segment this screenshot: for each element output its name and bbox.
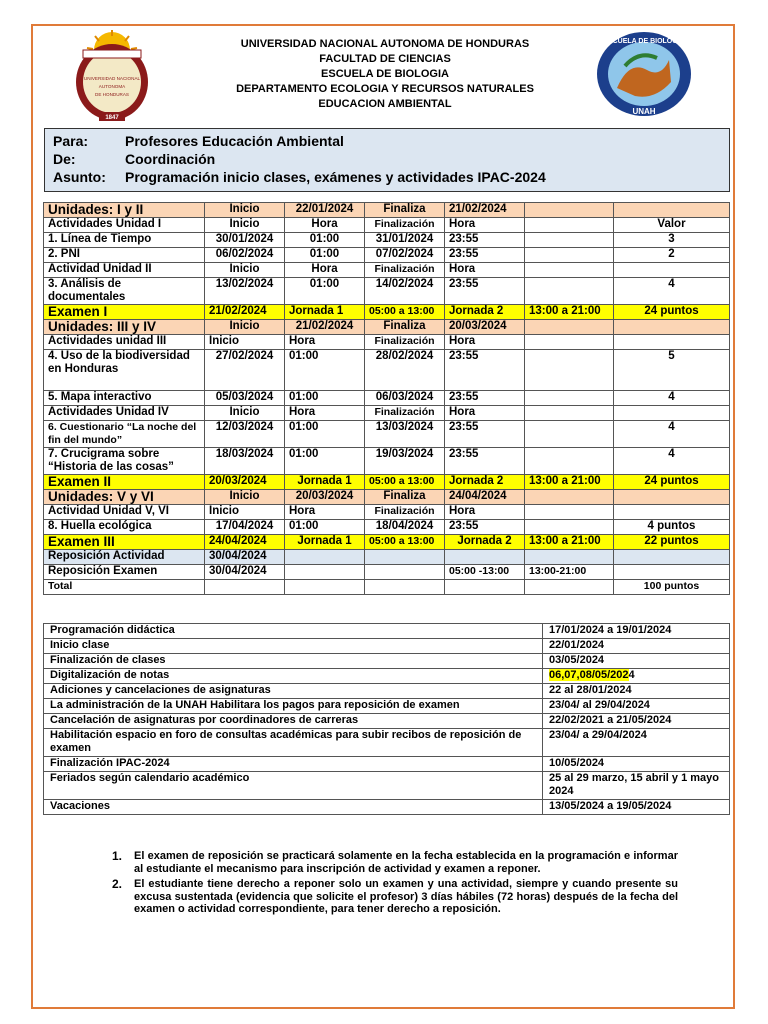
table-row: Actividades Unidad IV Inicio Hora Finalización Hora bbox=[44, 406, 730, 421]
table-row: 2. PNI 06/02/2024 01:00 07/02/2024 23:55 2 bbox=[44, 248, 730, 263]
exam-1-row: Examen I 21/02/2024 Jornada 1 05:00 a 13:00 Jornada 2 13:00 a 21:00 24 puntos bbox=[44, 305, 730, 320]
memo-box bbox=[44, 128, 730, 192]
table-row: 7. Crucigrama sobre “Historia de las cosas” 18/03/2024 01:00 19/03/2024 23:55 4 bbox=[44, 448, 730, 475]
end-date: 21/02/2024 bbox=[445, 203, 525, 218]
table-row: 5. Mapa interactivo 05/03/2024 01:00 06/03/2024 23:55 4 bbox=[44, 391, 730, 406]
unah-seal-logo bbox=[73, 30, 151, 122]
university-name: UNIVERSIDAD NACIONAL AUTONOMA DE HONDURAS bbox=[240, 38, 530, 50]
table-row: Habilitación espacio en foro de consultas académicas para subir recibos de reposición de examen 23/04/ a 29/04/2024 bbox=[44, 729, 730, 757]
table-row: 1. Línea de Tiempo 30/01/2024 01:00 31/01/2024 23:55 3 bbox=[44, 233, 730, 248]
repo-exam-row: Reposición Examen 30/04/2024 05:00 -13:00 13:00-21:00 bbox=[44, 565, 730, 580]
unit-1-header bbox=[44, 203, 730, 218]
table-row: Actividades Unidad I Inicio Hora Finalización Hora Valor bbox=[44, 218, 730, 233]
asunto-value: Programación inicio clases, exámenes y actividades IPAC-2024 bbox=[125, 169, 546, 185]
de-label: De: bbox=[53, 151, 76, 167]
table-row: Vacaciones 13/05/2024 a 19/05/2024 bbox=[44, 800, 730, 815]
para-value: Profesores Educación Ambiental bbox=[125, 133, 344, 149]
notes-list bbox=[112, 850, 678, 919]
school-name: ESCUELA DE BIOLOGIA bbox=[321, 68, 449, 80]
unit-title: Unidades: I y II bbox=[44, 203, 205, 218]
seal-text-2: AUTONOMA bbox=[98, 84, 126, 89]
table-row: Actividad Unidad II Inicio Hora Finalización Hora bbox=[44, 263, 730, 278]
seal-text-3: DE HONDURAS bbox=[95, 92, 129, 97]
exam-2-row: Examen II 20/03/2024 Jornada 1 05:00 a 13:00 Jornada 2 13:00 a 21:00 24 puntos bbox=[44, 475, 730, 490]
unit-2-header: Unidades: III y IV Inicio 21/02/2024 Finaliza 20/03/2024 bbox=[44, 320, 730, 335]
academic-calendar-table bbox=[43, 623, 730, 815]
table-row: 6. Cuestionario “La noche del fin del mundo” 12/03/2024 01:00 13/03/2024 23:55 4 bbox=[44, 421, 730, 448]
table-row: Digitalización de notas 06,07,08/05/2024 bbox=[44, 669, 730, 684]
table-row: Actividades unidad III Inicio Hora Finalización Hora bbox=[44, 335, 730, 350]
course-name: EDUCACION AMBIENTAL bbox=[318, 98, 452, 110]
seal-text-1: UNIVERSIDAD NACIONAL bbox=[83, 76, 141, 81]
table-row: 4. Uso de la biodiversidad en Honduras 27/02/2024 01:00 28/02/2024 23:55 5 bbox=[44, 350, 730, 391]
repo-activity-row: Reposición Actividad 30/04/2024 bbox=[44, 550, 730, 565]
department-name: DEPARTAMENTO ECOLOGIA Y RECURSOS NATURALES bbox=[236, 83, 534, 95]
table-row: Finalización IPAC-2024 10/05/2024 bbox=[44, 757, 730, 772]
highlighted-dates: 06,07,08/05/202 bbox=[549, 669, 629, 681]
institution-lines bbox=[180, 37, 590, 112]
seal-year: 1847 bbox=[105, 115, 119, 121]
schedule-table bbox=[43, 202, 730, 595]
total-row: Total 100 puntos bbox=[44, 580, 730, 595]
unit-3-header: Unidades: V y VI Inicio 20/03/2024 Finaliza 24/04/2024 bbox=[44, 490, 730, 505]
escuela-biologia-logo bbox=[595, 30, 693, 118]
note-1: 1. El examen de reposición se practicará solamente en la fecha establecida en la programación e informar al estudiante el mecanismo para inscripción de actividad y examen a reponer. bbox=[112, 849, 678, 875]
table-row: Programación didáctica 17/01/2024 a 19/01/2024 bbox=[44, 624, 730, 639]
table-row: La administración de la UNAH Habilitara los pagos para reposición de examen 23/04/ al 29/04/2024 bbox=[44, 699, 730, 714]
note-2: 2. El estudiante tiene derecho a reponer solo un examen y una actividad, siempre y cuando presente su excusa sustentada (evidencia que solicite el profesor) 3 días hábiles (72 horas) después de la fecha del examen o actividad correspondiente, para tener derecho a reposición. bbox=[112, 877, 678, 915]
table-row: 3. Análisis de documentales 13/02/2024 01:00 14/02/2024 23:55 4 bbox=[44, 278, 730, 305]
asunto-label: Asunto: bbox=[53, 169, 106, 185]
table-row: Inicio clase 22/01/2024 bbox=[44, 639, 730, 654]
para-label: Para: bbox=[53, 133, 89, 149]
table-row: Cancelación de asignaturas por coordinadores de carreras 22/02/2021 a 21/05/2024 bbox=[44, 714, 730, 729]
table-row: Adiciones y cancelaciones de asignaturas 22 al 28/01/2024 bbox=[44, 684, 730, 699]
table-row: Finalización de clases 03/05/2024 bbox=[44, 654, 730, 669]
faculty-name: FACULTAD DE CIENCIAS bbox=[319, 53, 451, 65]
document-header bbox=[0, 0, 768, 125]
start-date: 22/01/2024 bbox=[285, 203, 365, 218]
table-row: Feriados según calendario académico 25 al 29 marzo, 15 abril y 1 mayo 2024 bbox=[44, 772, 730, 800]
escuela-text: ESCUELA DE BIOLOGIA bbox=[603, 38, 685, 45]
exam-3-row: Examen III 24/04/2024 Jornada 1 05:00 a 13:00 Jornada 2 13:00 a 21:00 22 puntos bbox=[44, 535, 730, 550]
end-label: Finaliza bbox=[365, 203, 445, 218]
unah-text: UNAH bbox=[632, 107, 656, 116]
de-value: Coordinación bbox=[125, 151, 216, 167]
table-row: Actividad Unidad V, VI Inicio Hora Finalización Hora bbox=[44, 505, 730, 520]
table-row: 8. Huella ecológica 17/04/2024 01:00 18/04/2024 23:55 4 puntos bbox=[44, 520, 730, 535]
start-label: Inicio bbox=[205, 203, 285, 218]
